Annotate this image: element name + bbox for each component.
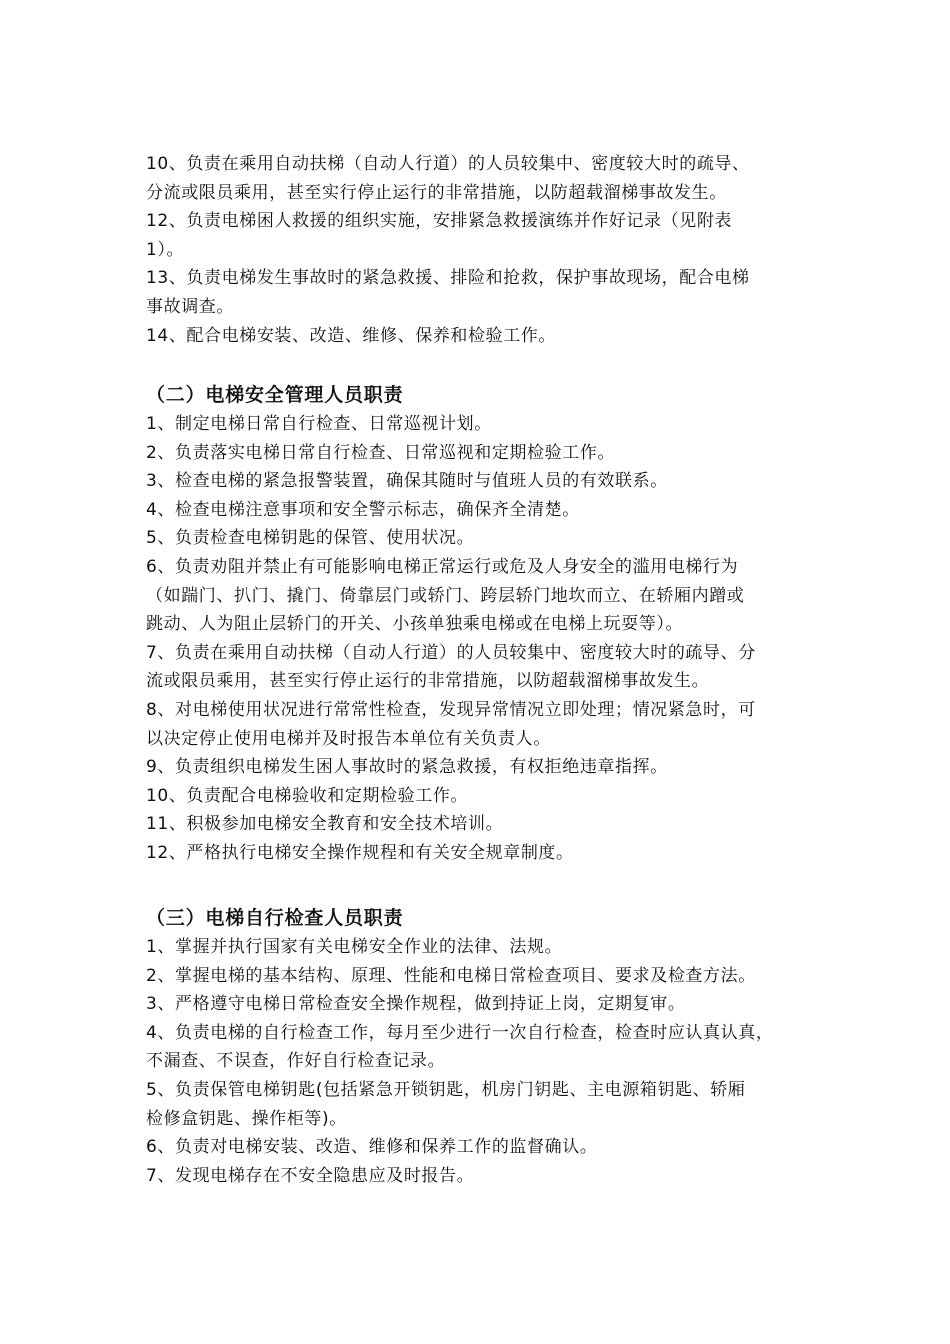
duty-line: 2、掌握电梯的基本结构、原理、性能和电梯日常检查项目、要求及检查方法。 xyxy=(146,965,756,986)
duty-line: 事故调查。 xyxy=(146,296,234,317)
duty-line: 12、严格执行电梯安全操作规程和有关安全规章制度。 xyxy=(146,842,574,863)
duty-line: 以决定停止使用电梯并及时报告本单位有关负责人。 xyxy=(146,728,551,749)
duty-line: 11、积极参加电梯安全教育和安全技术培训。 xyxy=(146,814,504,835)
duty-line: 1、制定电梯日常自行检查、日常巡视计划。 xyxy=(146,414,492,434)
duty-line: 不漏查、不误查，作好自行检查记录。 xyxy=(146,1051,446,1072)
section-previous-duties xyxy=(146,150,826,350)
duty-line: 流或限员乘用，甚至实行停止运行的非常措施，以防超载溜梯事故发生。 xyxy=(146,671,710,692)
duty-line: 检修盒钥匙、操作柜等)。 xyxy=(146,1108,347,1129)
duty-line: 1、掌握并执行国家有关电梯安全作业的法律、法规。 xyxy=(146,937,563,957)
duty-line: 7、发现电梯存在不安全隐患应及时报告。 xyxy=(146,1165,475,1186)
duty-line: 5、负责检查电梯钥匙的保管、使用状况。 xyxy=(146,528,475,549)
duty-line: （如踹门、扒门、撬门、倚靠层门或轿门、跨层轿门地坎而立、在轿厢内蹭或 xyxy=(146,585,745,606)
section-heading: （三）电梯自行检查人员职责 xyxy=(146,907,404,929)
duty-line: 5、负责保管电梯钥匙(包括紧急开锁钥匙，机房门钥匙、主电源箱钥匙、轿厢 xyxy=(146,1079,746,1100)
duty-line: 4、检查电梯注意事项和安全警示标志，确保齐全清楚。 xyxy=(146,499,580,520)
duty-line: 6、负责劝阻并禁止有可能影响电梯正常运行或危及人身安全的滥用电梯行为 xyxy=(146,556,739,577)
duty-line: 3、严格遵守电梯日常检查安全操作规程，做到持证上岗，定期复审。 xyxy=(146,994,686,1015)
section-heading: （二）电梯安全管理人员职责 xyxy=(146,384,404,406)
duty-line: 6、负责对电梯安装、改造、维修和保养工作的监督确认。 xyxy=(146,1137,598,1158)
section-safety-manager-duties xyxy=(146,380,826,868)
duty-line: 12、负责电梯困人救援的组织实施，安排紧急救援演练并作好记录（见附表 xyxy=(146,211,733,232)
duty-line: 跳动、人为阻止层轿门的开关、小孩单独乘电梯或在电梯上玩耍等）。 xyxy=(146,614,684,635)
duty-line: 1）。 xyxy=(146,239,185,260)
duty-line: 3、检查电梯的紧急报警装置，确保其随时与值班人员的有效联系。 xyxy=(146,471,668,492)
duty-line: 9、负责组织电梯发生困人事故时的紧急救援，有权拒绝违章指挥。 xyxy=(146,757,668,778)
duty-line: 10、负责配合电梯验收和定期检验工作。 xyxy=(146,785,469,806)
duty-line: 2、负责落实电梯日常自行检查、日常巡视和定期检验工作。 xyxy=(146,442,616,463)
duty-line: 8、对电梯使用状况进行常常性检查，发现异常情况立即处理；情况紧急时，可 xyxy=(146,699,756,720)
duty-line: 4、负责电梯的自行检查工作，每月至少进行一次自行检查，检查时应认真认真， xyxy=(146,1022,774,1043)
duty-line: 10、负责在乘用自动扶梯（自动人行道）的人员较集中、密度较大时的疏导、 xyxy=(146,154,750,174)
duty-line: 7、负责在乘用自动扶梯（自动人行道）的人员较集中、密度较大时的疏导、分 xyxy=(146,642,756,663)
duty-line: 分流或限员乘用，甚至实行停止运行的非常措施，以防超载溜梯事故发生。 xyxy=(146,182,727,203)
duty-line: 14、配合电梯安装、改造、维修、保养和检验工作。 xyxy=(146,325,557,346)
duty-line: 13、负责电梯发生事故时的紧急救援、排险和抢救，保护事故现场，配合电梯 xyxy=(146,268,750,289)
section-self-inspection-duties xyxy=(146,903,826,1190)
